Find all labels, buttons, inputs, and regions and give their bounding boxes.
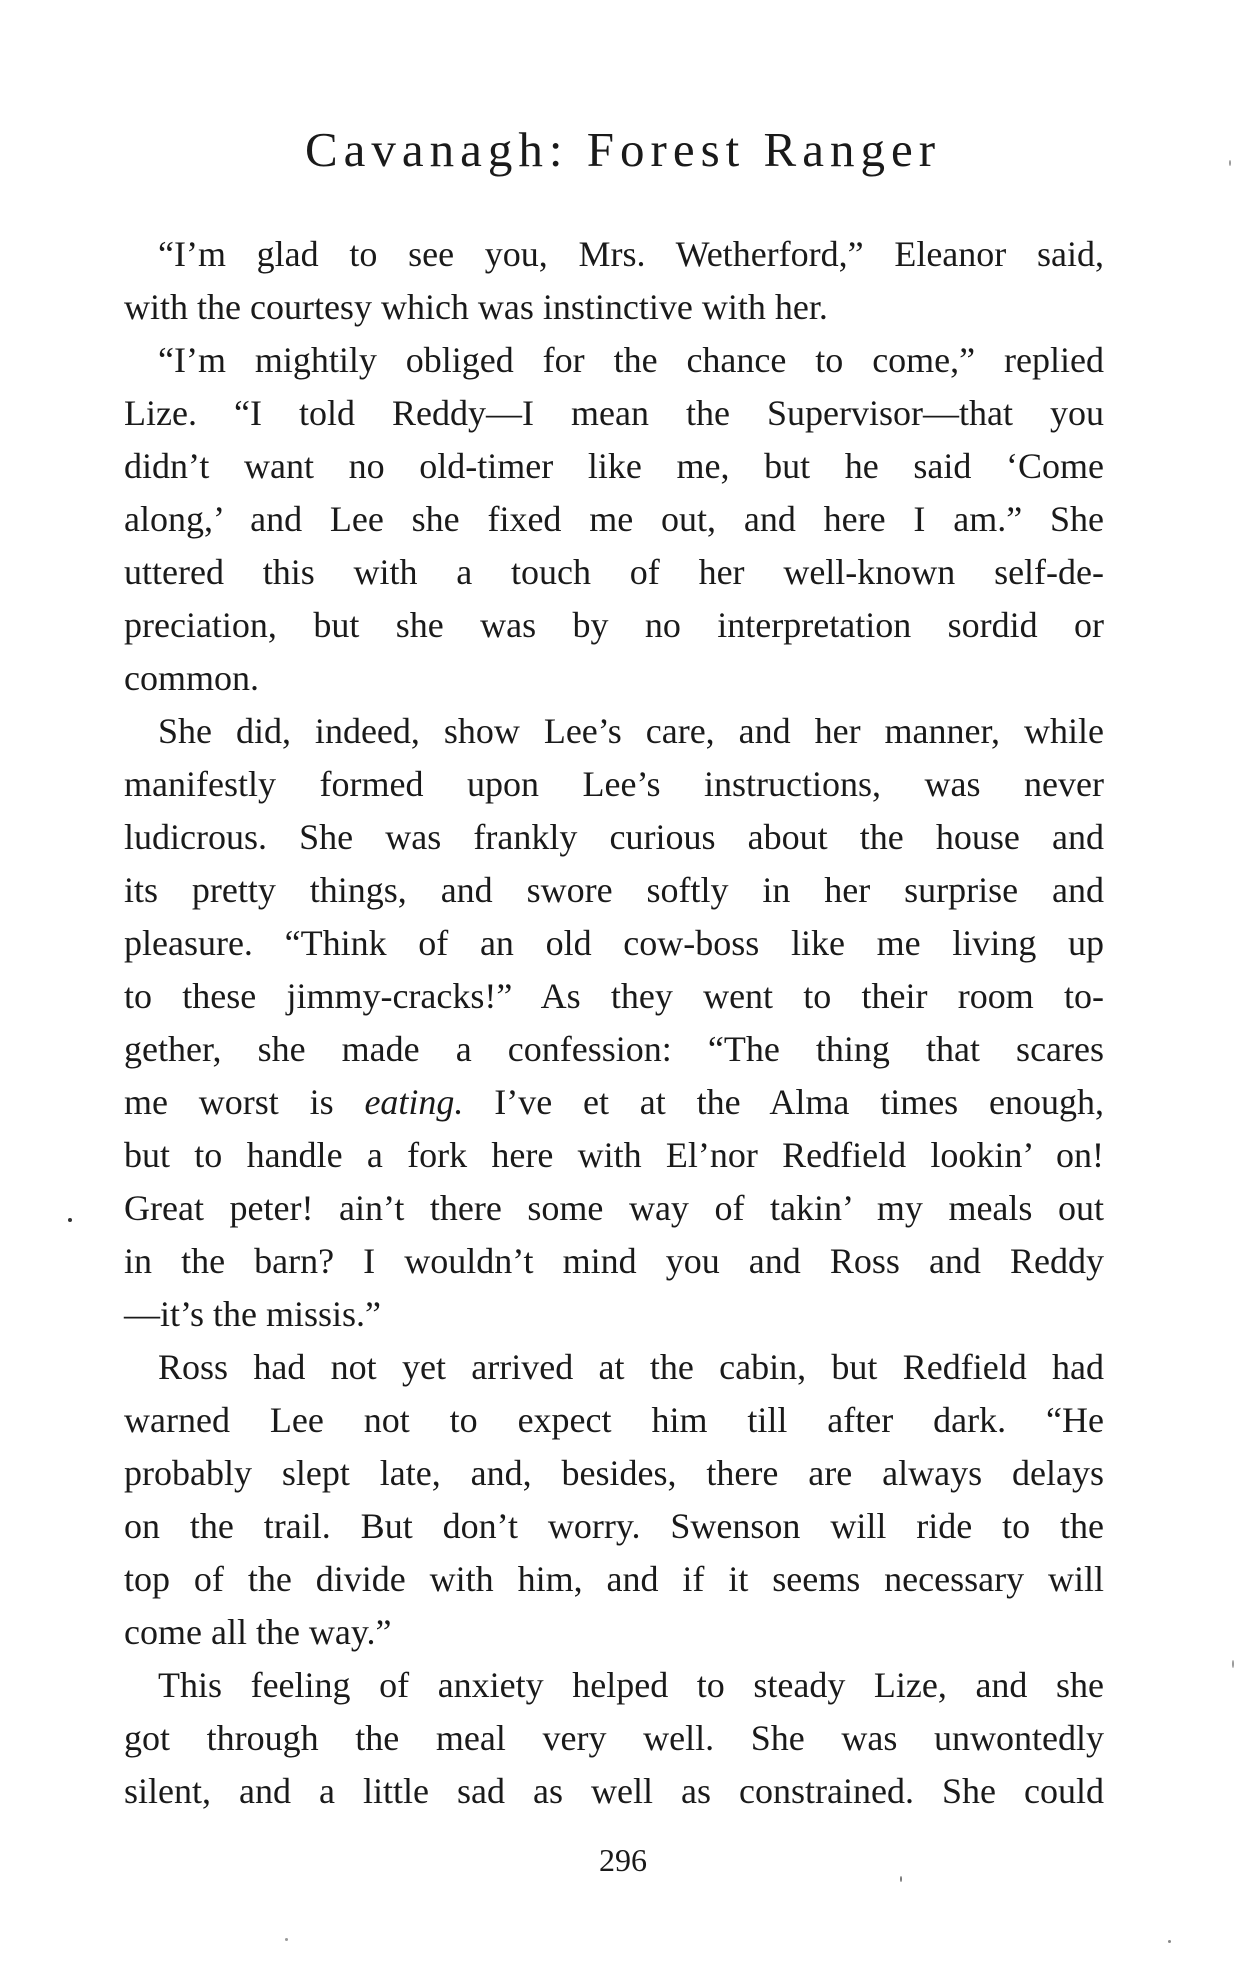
text-line: “I’m mightily obliged for the chance to come,” replied (158, 340, 1104, 380)
text-line: She did, indeed, show Lee’s care, and her manner, while (158, 711, 1104, 751)
text-line: manifestly formed upon Lee’s instructions, was never (124, 764, 1104, 804)
text-line: probably slept late, and, besides, there are always delays (124, 1453, 1104, 1493)
text-line: Ross had not yet arrived at the cabin, but Redfield had (158, 1347, 1104, 1387)
text-line: Great peter! ain’t there some way of takin’ my meals out (124, 1188, 1104, 1228)
emphasized-word: eating. (364, 1082, 464, 1122)
text-line: ludicrous. She was frankly curious about the house and (124, 817, 1104, 857)
ink-speck (68, 1218, 72, 1222)
text-line: uttered this with a touch of her well-known self-de- (124, 552, 1104, 592)
text-line: but to handle a fork here with El’nor Redfield lookin’ on! (124, 1135, 1104, 1175)
text-line: with the courtesy which was instinctive with her. (124, 287, 828, 327)
text-line-with-emphasis (124, 1076, 1104, 1129)
ink-speck (900, 1876, 902, 1882)
text-line: “I’m glad to see you, Mrs. Wetherford,” Eleanor said, (158, 234, 1104, 274)
ink-speck (285, 1938, 288, 1941)
text-line: This feeling of anxiety helped to steady Lize, and she (158, 1665, 1104, 1705)
text-line: —it’s the missis.” (124, 1294, 382, 1334)
text-line: got through the meal very well. She was unwontedly (124, 1718, 1104, 1758)
text-line: didn’t want no old-timer like me, but he said ‘Come (124, 446, 1104, 486)
ink-speck (1168, 1940, 1171, 1943)
text-line: top of the divide with him, and if it seems necessary will (124, 1559, 1104, 1599)
text-line: preciation, but she was by no interpretation sordid or (124, 605, 1104, 645)
text-line: common. (124, 658, 259, 698)
ink-speck (1232, 1660, 1234, 1668)
text-line: along,’ and Lee she fixed me out, and here I am.” She (124, 499, 1104, 539)
line-text-before: me worst is (124, 1082, 365, 1122)
text-line: silent, and a little sad as well as constrained. She could (124, 1771, 1104, 1811)
text-line: come all the way.” (124, 1612, 392, 1652)
text-line: to these jimmy-cracks!” As they went to their room to- (124, 976, 1104, 1016)
page-number: 296 (599, 1842, 647, 1878)
text-line: Lize. “I told Reddy—I mean the Supervisor—that you (124, 393, 1104, 433)
ink-speck (1229, 160, 1231, 166)
body-text (124, 228, 1104, 1818)
text-line: pleasure. “Think of an old cow-boss like me living up (124, 923, 1104, 963)
text-line: its pretty things, and swore softly in her surprise and (124, 870, 1104, 910)
line-text-after: I’ve et at the Alma times enough, (463, 1082, 1104, 1122)
text-line: in the barn? I wouldn’t mind you and Ross and Reddy (124, 1241, 1104, 1281)
running-head: Cavanagh: Forest Ranger (304, 122, 942, 177)
text-line: warned Lee not to expect him till after dark. “He (124, 1400, 1104, 1440)
text-line: on the trail. But don’t worry. Swenson will ride to the (124, 1506, 1104, 1546)
text-line: gether, she made a confession: “The thing that scares (124, 1029, 1104, 1069)
